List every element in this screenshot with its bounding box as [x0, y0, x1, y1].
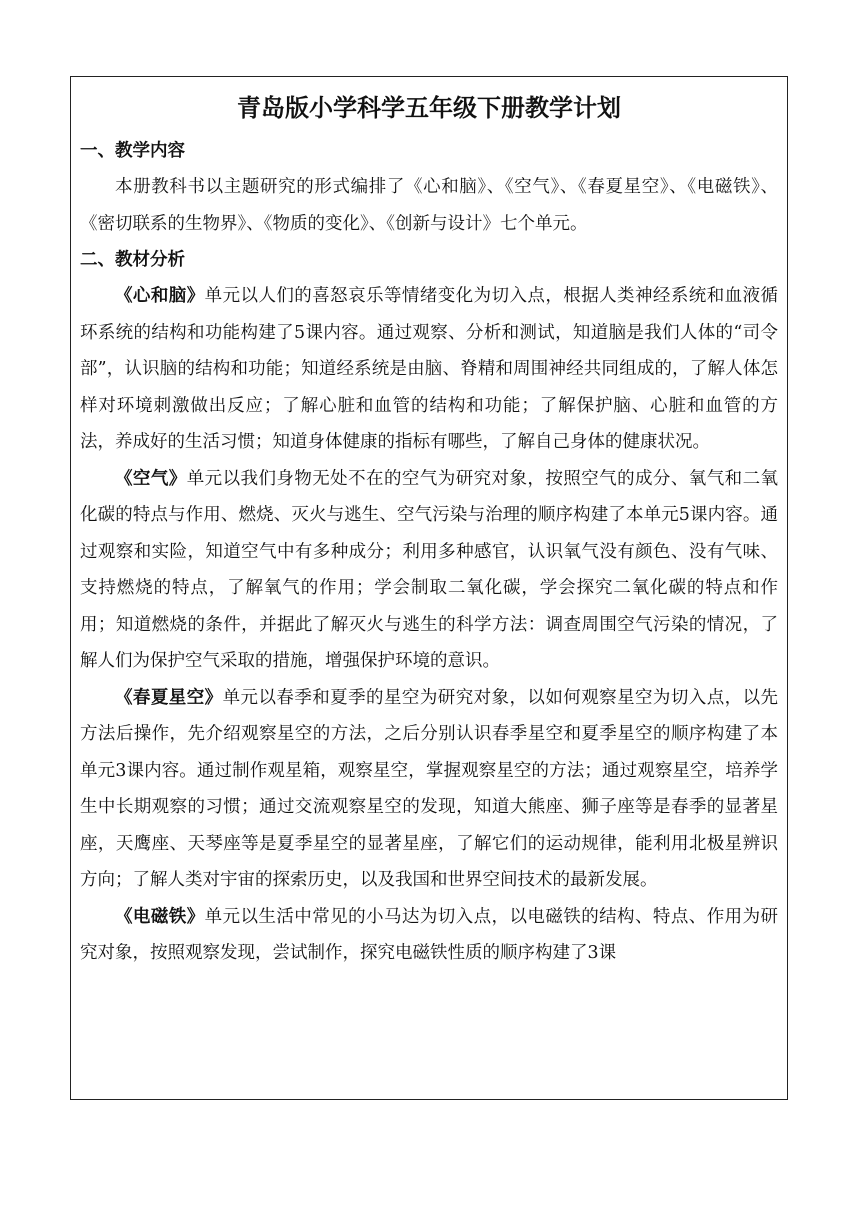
document-title: 青岛版小学科学五年级下册教学计划: [237, 94, 621, 122]
unit-name: 《空气》: [115, 468, 187, 489]
unit-name: 《电磁铁》: [115, 906, 205, 927]
document-frame: [70, 76, 788, 1100]
paragraph-air: [80, 461, 778, 680]
paragraph-electromagnet: [80, 899, 778, 972]
paragraph-text: 单元以我们身物无处不在的空气为研究对象，按照空气的成分、氧气和二氧化碳的特点与作用、燃烧、灭火与逃生、空气污染与治理的顺序构建了本单元5课内容。通过观察和实险，知道空气中有多种成分；利用多种感官，认识氧气没有颜色、没有气味、支持燃烧的特点，了解氧气的作用；学会制取二氧化碳，学会探究二氧化碳的特点和作用；知道燃烧的条件，并据此了解灭火与逃生的科学方法：调查周围空气污染的情况，了解人们为保护空气采取的措施，增强保护环境的意识。: [80, 468, 779, 671]
paragraph-text: 单元以生活中常见的小马达为切入点，以电磁铁的结构、特点、作用为研究对象，按照观察发现，尝试制作，探究电磁铁性质的顺序构建了3课: [80, 906, 779, 963]
paragraph-text: 单元以春季和夏季的星空为研究对象，以如何观察星空为切入点，以先方法后操作，先介绍观察星空的方法，之后分别认识春季星空和夏季星空的顺序构建了本单元3课内容。通过制作观星箱，观察星空，掌握观察星空的方法；通过观察星空，培养学生中长期观察的习惯；通过交流观察星空的发现，知道大熊座、狮子座等是春季的显著星座，天鹰座、天琴座等是夏季星空的显著星座，了解它们的运动规律，能利用北极星辨识方向；了解人类对宇宙的探索历史，以及我国和世界空间技术的最新发展。: [80, 687, 779, 890]
paragraph-text: 单元以人们的喜怒哀乐等情绪变化为切入点，根据人类神经系统和血液循环系统的结构和功能构建了5课内容。通过观察、分析和测试，知道脑是我们人体的“司令部”，认识脑的结构和功能；知道经系统是由脑、脊精和周围神经共同组成的，了解人体怎样对环境刺激做出反应；了解心脏和血管的结构和功能；了解保护脑、心脏和血管的方法，养成好的生活习惯；知道身体健康的指标有哪些，了解自己身体的健康状况。: [80, 286, 779, 452]
paragraph-spring-summer-sky: [80, 680, 778, 899]
unit-name: 《春夏星空》: [115, 687, 223, 708]
section-heading-content: 一、教学内容: [80, 141, 185, 161]
paragraph-content: [80, 169, 778, 242]
paragraph-heart-brain: [80, 278, 778, 461]
paragraph-text: 本册教科书以主题研究的形式编排了《心和脑》、《空气》、《春夏星空》、《电磁铁》、《密切联系的生物界》、《物质的变化》、《创新与设计》七个单元。: [80, 177, 778, 234]
section-heading-analysis: 二、教材分析: [80, 250, 185, 270]
unit-name: 《心和脑》: [115, 286, 205, 306]
